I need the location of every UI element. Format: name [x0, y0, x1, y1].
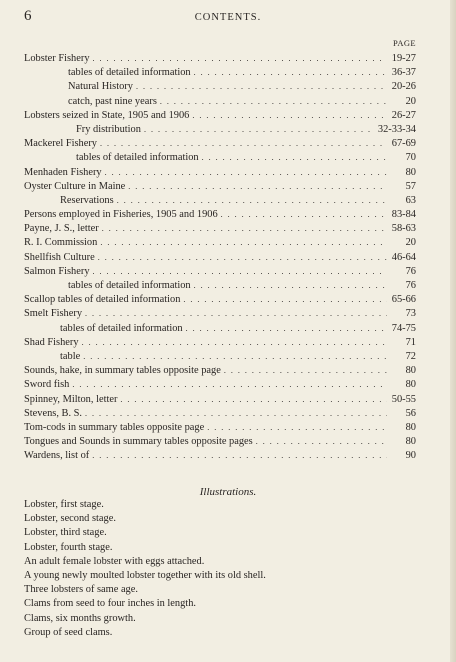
toc-entry-text: Smelt Fishery [24, 308, 83, 320]
toc-entry-page: 67-69 [391, 138, 416, 150]
leader-dots [82, 336, 387, 350]
toc-entry-page: 46-64 [391, 251, 416, 263]
toc-entry [24, 307, 416, 321]
toc-entry-text: Tom-cods in summary tables opposite page [24, 421, 205, 433]
leader-dots [221, 208, 387, 222]
toc-entry [24, 449, 416, 463]
toc-entry-page: 80 [405, 421, 416, 433]
toc-entry [24, 236, 416, 250]
toc-entry-page: 50-55 [391, 393, 416, 405]
toc-entry-page: 65-66 [391, 294, 416, 306]
toc-entry-text: Scallop tables of detailed information [24, 294, 181, 306]
toc-entry [24, 265, 416, 279]
toc-entry [24, 336, 416, 350]
illustration-item: Group of seed clams. [24, 626, 113, 638]
toc-entry-page: 80 [405, 436, 416, 448]
illustration-item: Lobster, second stage. [24, 513, 116, 525]
toc-entry [24, 95, 416, 109]
toc-entry-page: 80 [405, 365, 416, 377]
page-title: CONTENTS. [194, 12, 262, 23]
toc-entry-text: Menhaden Fishery [24, 166, 102, 178]
leader-dots [85, 407, 387, 421]
toc-entry-text: R. I. Commission [24, 237, 98, 249]
toc-entry [24, 393, 416, 407]
leader-dots [102, 222, 387, 236]
toc-entry-page: 76 [405, 280, 416, 291]
leader-dots [194, 279, 387, 293]
leader-dots [202, 151, 387, 165]
leader-dots [256, 435, 387, 449]
toc-entry-page: 26-27 [391, 109, 416, 121]
page-edge [450, 0, 456, 662]
toc-entry [24, 109, 416, 123]
toc-entry-text: Lobster Fishery [24, 53, 90, 64]
toc-entry-page: 90 [405, 450, 416, 462]
leader-dots [92, 449, 387, 463]
toc-entry-text: Payne, J. S., letter [24, 223, 99, 235]
toc-entry [24, 322, 416, 336]
leader-dots [93, 52, 387, 66]
toc-entry-text: Lobsters seized in State, 1905 and 1906 [24, 109, 190, 121]
toc-entry [24, 194, 416, 208]
toc-entry-text: tables of detailed information [76, 152, 199, 164]
leader-dots [105, 166, 387, 180]
leader-dots [160, 95, 387, 109]
leader-dots [183, 293, 387, 307]
toc-entry-page: 74-75 [391, 322, 416, 334]
leader-dots [120, 393, 387, 407]
toc-entry-page: 70 [405, 152, 416, 164]
toc-entry-page: 72 [405, 350, 416, 362]
leader-dots [192, 109, 387, 123]
leader-dots [72, 378, 387, 392]
toc-entry-text: tables of detailed information [68, 280, 191, 291]
toc-entry [24, 364, 416, 378]
illustration-item: Clams from seed to four inches in length. [24, 598, 196, 610]
toc-entry-page: 73 [405, 308, 416, 320]
toc-entry [24, 123, 416, 137]
toc-entry-page: 36-37 [391, 67, 416, 79]
toc-entry-text: Mackerel Fishery [24, 138, 97, 150]
leader-dots [207, 421, 387, 435]
toc-entry [24, 137, 416, 151]
illustrations-list [24, 498, 444, 640]
leader-dots [98, 251, 387, 265]
toc-entry-page: 57 [405, 180, 416, 192]
toc-entry-text: Oyster Culture in Maine [24, 180, 126, 192]
toc-entry-page: 32-33-34 [377, 123, 416, 135]
illustration-item: A young newly moulted lobster together with its old shell. [24, 569, 266, 581]
leader-dots [117, 194, 387, 208]
toc-entry-text: Sword fish [24, 379, 70, 391]
toc-entry-text: Wardens, list of [24, 450, 90, 462]
toc-entry-page: 71 [405, 336, 416, 348]
leader-dots [100, 236, 387, 250]
toc-entry-page: 76 [405, 265, 416, 277]
toc-entry [24, 350, 416, 364]
toc-entry-text: tables of detailed information [68, 67, 191, 79]
toc-entry-text: Shellfish Culture [24, 251, 95, 263]
toc-entry [24, 180, 416, 194]
illustration-item: Lobster, third stage. [24, 527, 107, 539]
toc-entry-text: Persons employed in Fisheries, 1905 and 1906 [24, 209, 218, 221]
leader-dots [186, 322, 387, 336]
table-of-contents [24, 52, 416, 463]
toc-entry [24, 279, 416, 293]
toc-entry-text: Sounds, hake, in summary tables opposite page [24, 365, 221, 377]
toc-entry [24, 66, 416, 80]
toc-entry-page: 56 [405, 407, 416, 419]
toc-entry-text: Tongues and Sounds in summary tables opposite pages [24, 436, 253, 448]
toc-entry [24, 421, 416, 435]
illustration-item: Lobster, first stage. [24, 499, 104, 510]
toc-entry-text: Fry distribution [76, 123, 141, 135]
leader-dots [136, 80, 387, 94]
leader-dots [93, 265, 387, 279]
page-column-heading: PAGE [392, 38, 416, 48]
toc-entry-text: Reservations [60, 194, 114, 206]
toc-entry [24, 222, 416, 236]
toc-entry-page: 80 [405, 379, 416, 391]
illustrations-heading: Illustrations. [199, 486, 257, 498]
toc-entry-page: 80 [405, 166, 416, 178]
toc-entry [24, 151, 416, 165]
toc-entry-page: 20 [405, 95, 416, 107]
toc-entry-page: 58-63 [391, 223, 416, 235]
toc-entry-text: Spinney, Milton, letter [24, 393, 118, 405]
toc-entry [24, 251, 416, 265]
toc-entry-text: Salmon Fishery [24, 265, 90, 277]
toc-entry [24, 208, 416, 222]
leader-dots [144, 123, 375, 137]
toc-entry [24, 293, 416, 307]
toc-entry [24, 407, 416, 421]
toc-entry-page: 20 [405, 237, 416, 249]
toc-entry [24, 378, 416, 392]
illustration-item: Clams, six months growth. [24, 612, 136, 624]
toc-entry-text: Stevens, B. S. [24, 407, 83, 419]
leader-dots [224, 364, 387, 378]
leader-dots [128, 180, 387, 194]
toc-entry-text: catch, past nine years [68, 95, 157, 107]
toc-entry-text: table [60, 350, 81, 362]
page-number: 6 [24, 8, 32, 24]
illustration-item: An adult female lobster with eggs attached. [24, 555, 205, 567]
illustration-item: Three lobsters of same age. [24, 584, 138, 596]
toc-entry [24, 166, 416, 180]
toc-entry-page: 83-84 [391, 209, 416, 221]
toc-entry [24, 52, 416, 66]
toc-entry-text: Shad Fishery [24, 336, 79, 348]
leader-dots [83, 350, 387, 364]
toc-entry [24, 80, 416, 94]
toc-entry-text: Natural History [68, 81, 133, 93]
toc-entry-page: 20-26 [391, 81, 416, 93]
toc-entry-page: 63 [405, 194, 416, 206]
toc-entry [24, 435, 416, 449]
toc-entry-page: 19-27 [391, 53, 416, 64]
leader-dots [85, 307, 387, 321]
illustration-item: Lobster, fourth stage. [24, 541, 113, 553]
leader-dots [100, 137, 387, 151]
leader-dots [194, 66, 387, 80]
toc-entry-text: tables of detailed information [60, 322, 183, 334]
